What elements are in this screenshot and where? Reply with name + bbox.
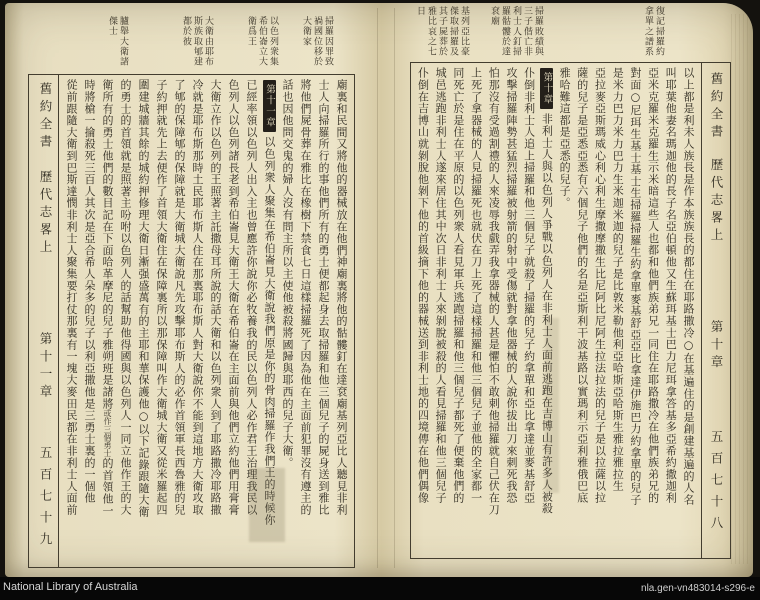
page-number: 五百七十九: [38, 446, 53, 554]
chapter-heading-box: 第十一章: [263, 80, 276, 132]
text-column: 大衛立作以色列的王照著主託撒母耳所說的話大衛和以色列衆人到了耶路撒冷耶路撒: [209, 79, 222, 516]
text-column: 薩的兒子是亞悉亞悉有六個兒子他們的名是亞斯利干波基路以實瑪利示亞利雅俄巴底: [575, 67, 589, 504]
text-column: 怕那沒有受過割禮的人來凌辱我戲弄我拿器械的人甚是懼怕不敢刺他掃羅就自己伏在刀: [487, 67, 501, 516]
text-column: 攻擊掃羅陣勢甚猛烈掃羅被射箭的射中受傷就對拿他器械的人說你拔出刀來刺死我恐: [504, 67, 518, 504]
text-column: 冷就是耶布斯那時土民耶布斯人住在那裏耶布斯人對大衛說你不能到這地方大衛攻取: [191, 79, 204, 516]
text-column: 以上都是利未人族長是作本族族長的都住在耶路撒冷○在基遍住的是創建基遍的人名: [682, 67, 695, 506]
binding-crease: [377, 8, 378, 568]
text-column: 亞拉麥亞斯瑪威心利心利生摩撒摩撒生比尼阿比尼阿生拉法拉法的兒子是以拉薩以拉: [593, 67, 607, 504]
margin-book-title: 舊約全書: [38, 82, 53, 152]
text-column: 廟裏和民間又將他的器械放在他們神廟裏將他的骷髏釘在達袞廟基列亞比人聽見非利: [335, 79, 348, 516]
scan-identifier: nla.gen-vn483014-s296-e: [641, 583, 755, 594]
text-column: 第十章非利士人與以色列人爭戰以色列人在非利士人面前逃跑在吉博山有許多人被殺: [538, 67, 556, 553]
text-column: 了郇的保障郇的保障就是大衛城大衛說凡先攻擊耶布斯人的必作首領軍長西魯雅的兒: [173, 79, 186, 516]
ink-bleed-artifact: [545, 318, 559, 493]
binding-crease: [394, 8, 395, 568]
footer-bar: [0, 577, 760, 600]
head-note: 以色列衆集希伯崙立大衛爲王: [246, 16, 278, 67]
text-column: 城邑逃跑非利士人遂來居住其中次日非利士人來剝脫被殺的人看見掃羅和他三個兒子: [434, 67, 448, 504]
text-column: 仆倒在吉博山就剝脫他剝下他的首級摘下他的器械送到非利士地的四境傳在他們偶像: [416, 67, 430, 504]
margin-book-title: 舊約全書: [709, 72, 724, 142]
text-column: 同死亡於是住在平原的以色列衆人看見軍兵逃跑掃羅和他三個兒子都死了便棄他們的: [451, 67, 465, 504]
page-text-body: [62, 79, 350, 562]
head-note: 大衛由耶布斯族取郇建都於彼: [181, 16, 213, 67]
text-column: 從前跟隨大衛到巴斯達憫非利士人聚集要打仗那裏有一塊大麥田民都在非利士人面前: [65, 79, 78, 516]
head-note: 復記掃羅約拿單之譜系: [643, 6, 664, 57]
head-note: 掃羅因罪致禍國位移於大衛家: [301, 16, 333, 67]
head-note: 臚舉大衛諸傑士: [107, 16, 128, 67]
library-attribution: National Library of Australia: [3, 581, 138, 593]
margin-chapter-label: 第十章: [709, 320, 724, 373]
text-column: 是米力巴力米力巴力生米迦米迦的兒子是比敦米勒他利亞哈斯亞哈斯生雅拉雅拉生: [611, 67, 625, 492]
stamp-artifact: [249, 468, 285, 542]
text-column: 叫耶葉他妻名瑪迦他的長子名亞伯頓他又生蘇珥基士巴力尼珥拿答基多亞希約撒迦利: [664, 67, 678, 504]
text-column: 第十一章以色列衆人聚集在希伯崙見大衛說我們原是你的骨肉掃羅作我們王的時候你: [260, 79, 278, 562]
text-column: 上死了拿器械的人見掃羅死也就伏在刀上死了這樣掃羅和他三個兒子並他的全家都一: [469, 67, 483, 504]
text-column: 士人向掃羅所行的事他們所有的勇士便都起身去取掃羅和他三個兒子的屍身送到雅比: [317, 79, 330, 516]
chapter-heading-box: 第十章: [540, 68, 553, 109]
head-note: 掃羅敗績與三子偕亡非利士人釘掃羅骷髏於達袞廟: [489, 6, 543, 57]
text-column: 衛所有的勇士他們的數目記在下面哈革摩尼的兒子雅朔班是諸將或作三個勇士的首領他一: [101, 79, 114, 517]
margin-book-name: 歷代志畧上: [709, 158, 724, 246]
head-note: 基列亞比豪傑取掃羅及其子屍葬於雅比哀之七日: [415, 6, 469, 57]
text-column: 仆倒非利士人追上掃羅和他三個兒子就殺了掃羅的兒子約拿單和亞比拿達並麥基舒亞: [522, 67, 536, 504]
text-column: 雅哈難這都是亞悉的兒子。: [558, 67, 572, 209]
page-stack-edge: [731, 14, 749, 564]
margin-book-name: 歷代志畧上: [38, 170, 53, 258]
text-column: 的勇士的首領就是照著主吩咐以色列人的話幫助他得國與以色列人一同立他作王的大: [119, 79, 132, 516]
text-column: 子約押就先上去便作了首領大衛住在保障裏所以那保障叫作大衛城大衛又從米羅起四: [155, 79, 168, 516]
text-column: 話也因他問交鬼的婦人沒有問主所以主使他被殺將國歸與耶西的兒子大衛。: [281, 79, 294, 469]
text-column: 圍建城牆其餘的城約押修理大衛日漸强盛萬有的主耶和華保護他○以下記錄跟隨大衛: [137, 79, 150, 518]
text-column: 將他們屍骨葬在雅比在橡樹下禁食七日這樣掃羅死了因為他在主面前犯罪沒有遵主的: [299, 79, 312, 516]
margin-chapter-label: 第十一章: [38, 332, 53, 402]
text-column: 時將槍一掄殺死三百人其次是亞合希人朵多的兒子以利亞撒他是三勇士裏的一個他: [83, 79, 96, 504]
text-column: 對面○尼珥生基士基士生掃羅掃羅生約拿單麥基舒亞亞比拿達伊施巴力約拿單的兒子: [628, 67, 642, 506]
page-number: 五百七十八: [709, 430, 724, 538]
inline-gloss: 或作三個勇士: [103, 409, 112, 458]
text-column: 已經率領以色列人出入主也曾應許你說你必牧養我的民以色列人必作君王治理我民以: [245, 79, 258, 516]
text-column: 色列人以色列諸長老到希伯崙見大衛王大衛在希伯崙在主面前與他們立約他們用膏膏: [227, 79, 240, 516]
text-column: 亞米克羅米克羅生示米暗這些人也都和他們族弟兄一同住在耶路撒冷在他們族弟兄的: [646, 67, 660, 504]
